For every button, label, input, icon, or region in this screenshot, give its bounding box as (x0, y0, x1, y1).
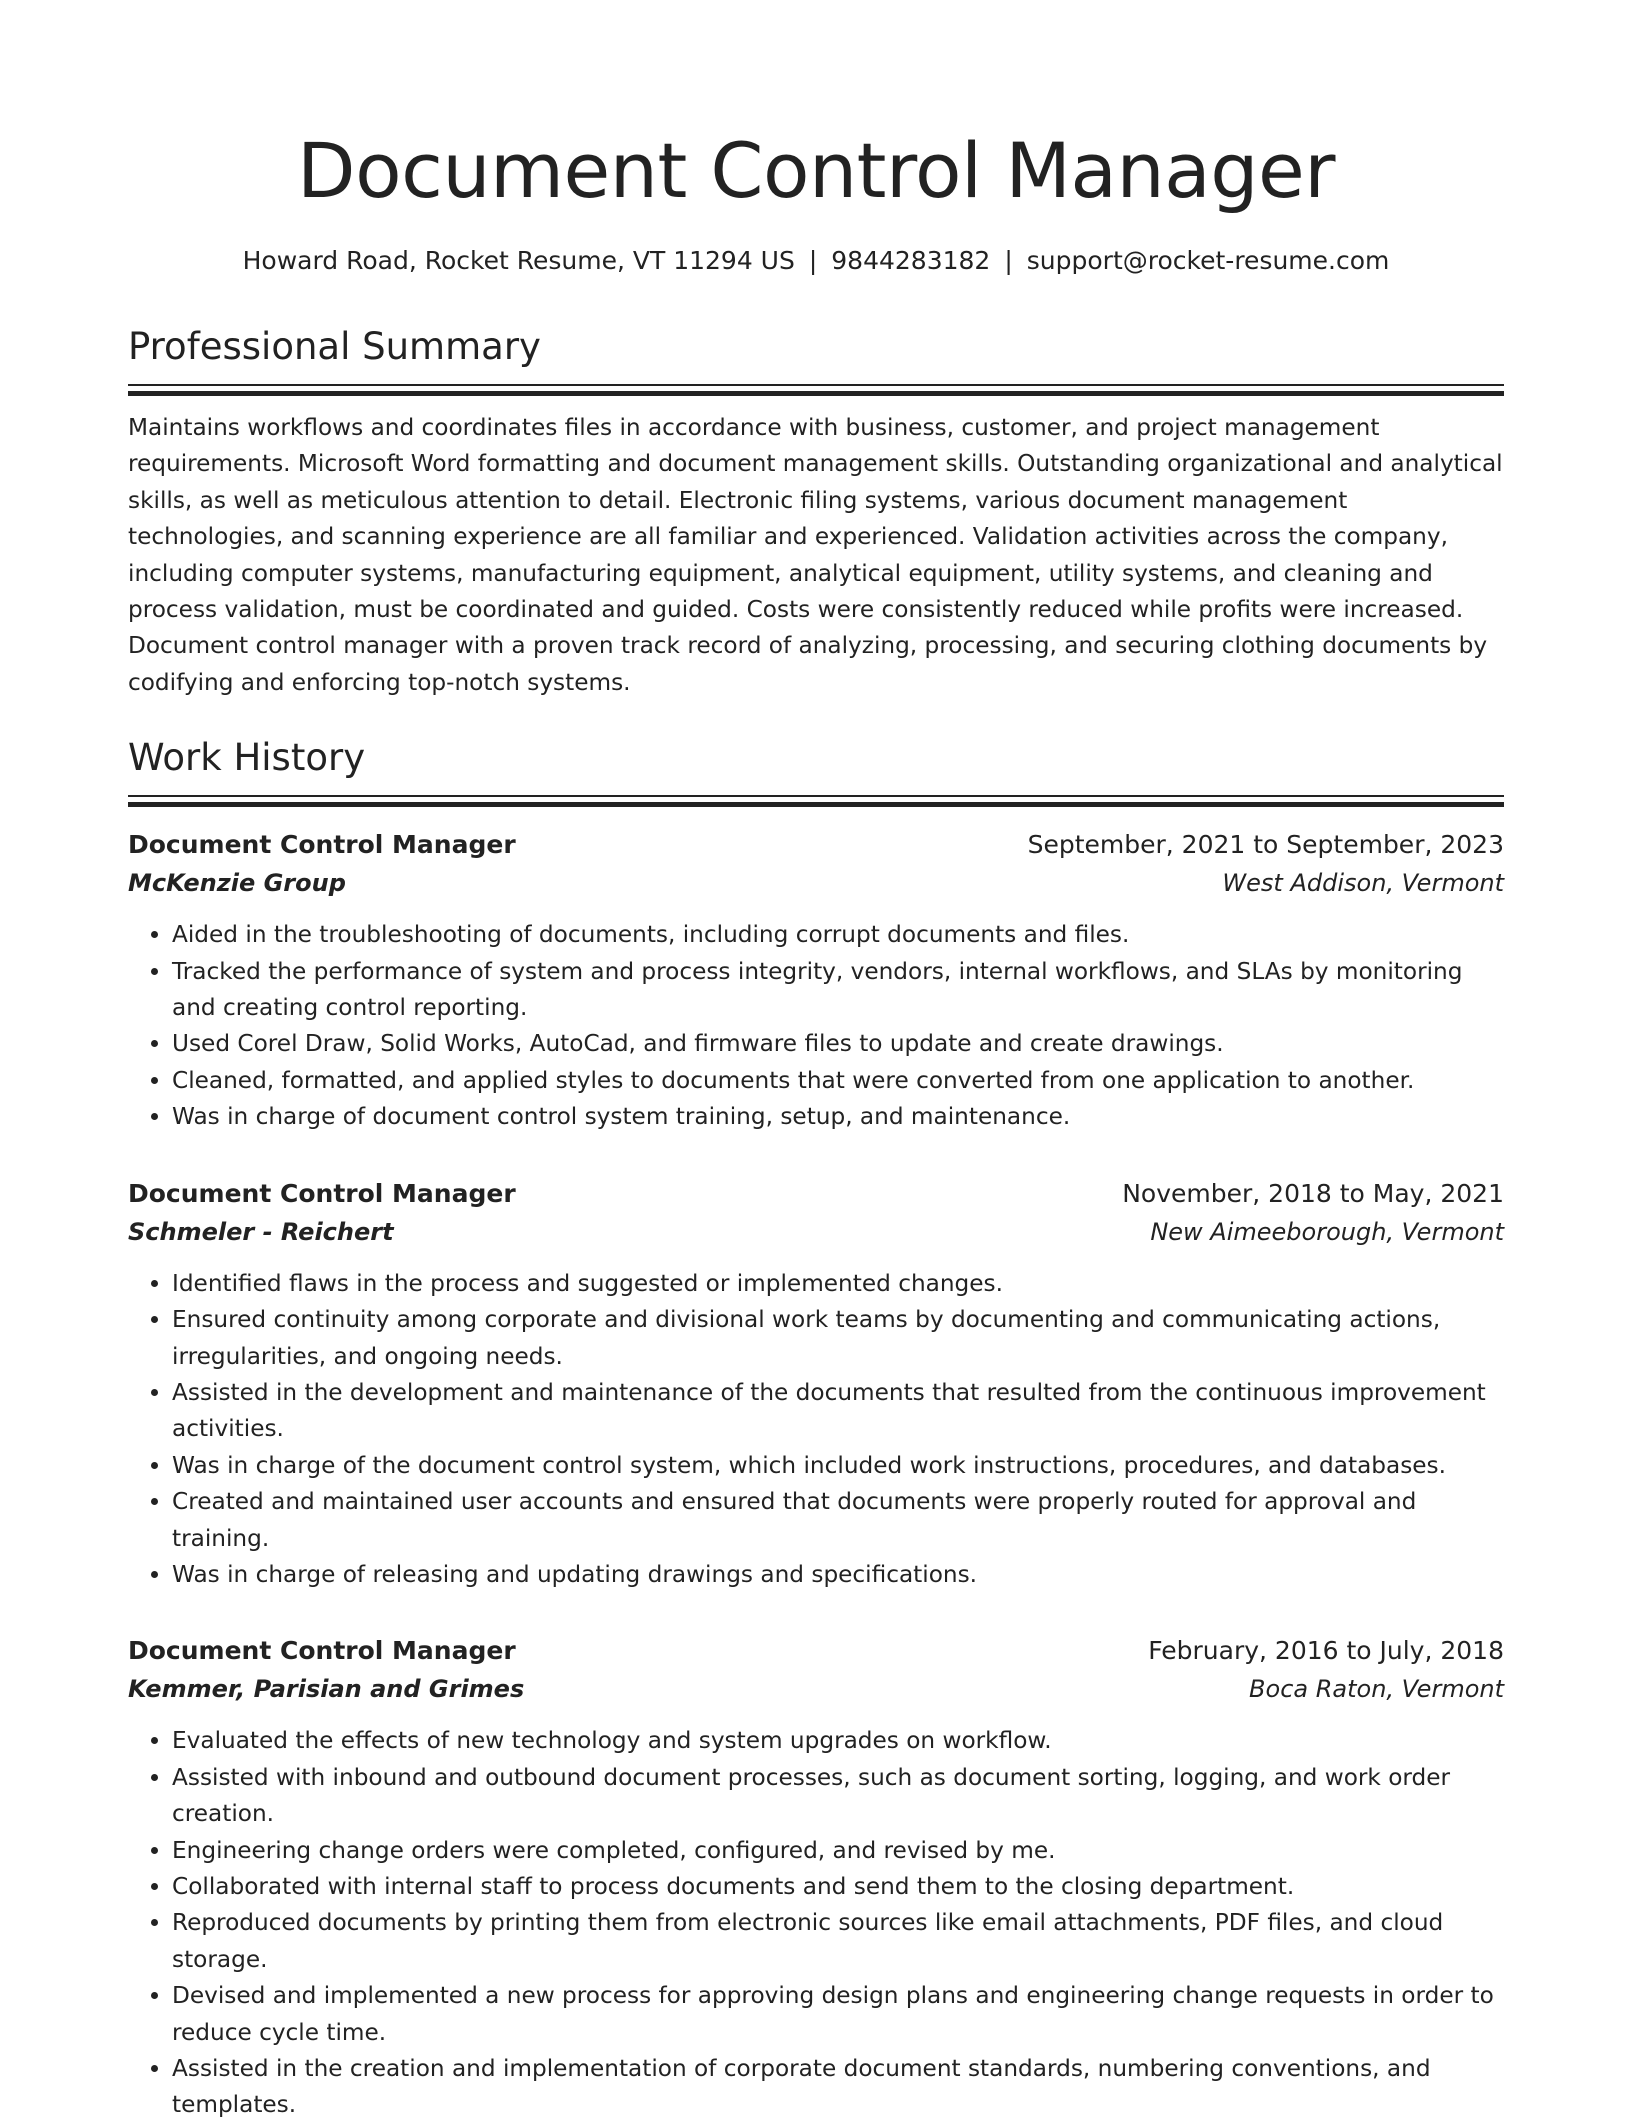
job-bullet: • Devised and implemented a new process for approving design plans and engineering change requests in order to reduce cycle time. (172, 1978, 1504, 2051)
professional-summary-section (128, 324, 1504, 701)
contact-phone: 9844283182 (831, 246, 991, 275)
job-title: Document Control Manager (128, 830, 516, 860)
job-bullet: • Tracked the performance of system and process integrity, vendors, internal workflows, and SLAs by monitoring and creating control reporting. (172, 954, 1504, 1027)
job-header (128, 825, 1504, 864)
job-bullets (128, 917, 1504, 1135)
job-bullet: • Used Corel Draw, Solid Works, AutoCad, and firmware files to update and create drawings. (172, 1026, 1504, 1062)
job-bullet: • Assisted in the creation and implementation of corporate document standards, numbering conventions, and templates. (172, 2051, 1504, 2124)
job-location: New Aimeeborough, Vermont (1150, 1217, 1504, 1246)
section-divider (128, 795, 1504, 807)
job-bullets (128, 1266, 1504, 1594)
job-bullet: • Was in charge of the document control system, which included work instructions, procedures, and databases. (172, 1448, 1504, 1484)
job-bullet: • Reproduced documents by printing them from electronic sources like email attachments, PDF files, and cloud storage. (172, 1905, 1504, 1978)
section-title-work: Work History (128, 736, 366, 780)
job-subheader (128, 1213, 1504, 1252)
job-title: Document Control Manager (128, 1178, 516, 1208)
job-location: West Addison, Vermont (1222, 869, 1504, 898)
contact-separator: | (1004, 246, 1013, 275)
job-header (128, 1174, 1504, 1213)
job-bullet: • Was in charge of document control system training, setup, and maintenance. (172, 1099, 1504, 1135)
job-bullet: • Was in charge of releasing and updating drawings and specifications. (172, 1557, 1504, 1593)
job-bullet: • Cleaned, formatted, and applied styles to documents that were converted from one application to another. (172, 1063, 1504, 1099)
resume-page (128, 0, 1504, 2124)
job-company: Schmeler - Reichert (128, 1217, 394, 1246)
job-bullet: • Ensured continuity among corporate and divisional work teams by documenting and communicating actions, irregularities, and ongoing needs. (172, 1302, 1504, 1375)
job-bullet: • Assisted with inbound and outbound document processes, such as document sorting, logging, and work order creation. (172, 1760, 1504, 1833)
section-title-summary: Professional Summary (128, 325, 541, 368)
job-header (128, 1631, 1504, 1670)
job-dates: November, 2018 to May, 2021 (1122, 1178, 1504, 1208)
job-location: Boca Raton, Vermont (1249, 1675, 1504, 1704)
job-company: McKenzie Group (128, 869, 346, 898)
job-subheader (128, 864, 1504, 903)
job-bullet: • Identified flaws in the process and suggested or implemented changes. (172, 1266, 1504, 1302)
job-bullet: • Aided in the troubleshooting of documents, including corrupt documents and files. (172, 917, 1504, 953)
job-bullet: • Evaluated the effects of new technology and system upgrades on workflow. (172, 1723, 1504, 1759)
job-dates: February, 2016 to July, 2018 (1148, 1636, 1504, 1666)
contact-email: support@rocket-resume.com (1026, 246, 1390, 275)
work-history-section (128, 735, 1504, 2124)
job-bullet: • Created and maintained user accounts and ensured that documents were properly routed for approval and training. (172, 1484, 1504, 1557)
job-bullet: • Collaborated with internal staff to process documents and send them to the closing department. (172, 1869, 1504, 1905)
summary-text: Maintains workflows and coordinates files in accordance with business, customer, and project management requirements. Microsoft Word formatting and document management skills. Outstanding organizational and analytical skills, as well as meticulous attention to detail. Electronic filing systems, various document management technologies, and scanning experience are all familiar and experienced. Validation activities across the company, including computer systems, manufacturing equipment, analytical equipment, utility systems, and cleaning and process validation, must be coordinated and guided. Costs were consistently reduced while profits were increased. Document control manager with a proven track record of analyzing, processing, and securing clothing documents by codifying and enforcing top-notch systems. (128, 414, 1503, 696)
job-entry (128, 825, 1504, 1135)
job-company: Kemmer, Parisian and Grimes (128, 1675, 525, 1704)
contact-separator: | (808, 246, 818, 275)
section-divider (128, 384, 1504, 396)
job-bullet: • Engineering change orders were completed, configured, and revised by me. (172, 1833, 1504, 1869)
job-subheader (128, 1670, 1504, 1709)
job-dates: September, 2021 to September, 2023 (1027, 830, 1504, 860)
job-bullets (128, 1723, 1504, 2123)
resume-name: Document Control Manager (297, 126, 1335, 215)
contact-line (128, 244, 1504, 278)
job-entry (128, 1174, 1504, 1594)
job-bullet: • Assisted in the development and maintenance of the documents that resulted from the continuous improvement activities. (172, 1375, 1504, 1448)
job-entry (128, 1631, 1504, 2123)
contact-address: Howard Road, Rocket Resume, VT 11294 US (242, 246, 795, 275)
job-title: Document Control Manager (128, 1636, 516, 1666)
